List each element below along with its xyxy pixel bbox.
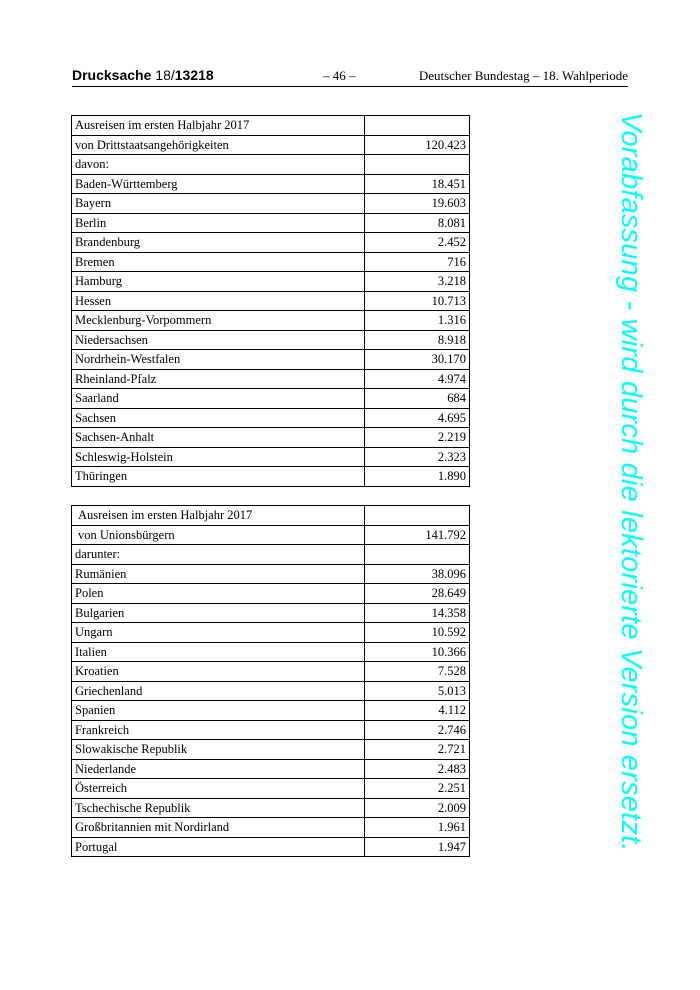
row-label: Italien (72, 642, 365, 662)
row-label: Slowakische Republik (72, 740, 365, 760)
row-label: Bulgarien (72, 603, 365, 623)
table-row (72, 779, 470, 799)
row-value: 28.649 (365, 584, 470, 604)
table-row (72, 701, 470, 721)
row-value: 18.451 (365, 174, 470, 194)
table-total-value: 120.423 (365, 135, 470, 155)
table-row (72, 447, 470, 467)
table-total-value: 141.792 (365, 525, 470, 545)
table-row (72, 369, 470, 389)
row-value: 10.366 (365, 642, 470, 662)
table-sublabel: darunter: (72, 545, 365, 565)
page-header (72, 66, 628, 87)
table-row (72, 564, 470, 584)
row-label: Rheinland-Pfalz (72, 369, 365, 389)
row-value: 4.695 (365, 408, 470, 428)
document-number-value: 13218 (174, 67, 214, 83)
row-value: 2.721 (365, 740, 470, 760)
row-label: Tschechische Republik (72, 798, 365, 818)
row-value: 1.961 (365, 818, 470, 838)
row-label: Niedersachsen (72, 330, 365, 350)
row-label: Nordrhein-Westfalen (72, 350, 365, 370)
table-row (72, 584, 470, 604)
row-value: 2.219 (365, 428, 470, 448)
table-row (72, 720, 470, 740)
table-sublabel-row (72, 545, 470, 565)
table-row (72, 233, 470, 253)
table-title: Ausreisen im ersten Halbjahr 2017 (72, 116, 365, 136)
row-value: 8.918 (365, 330, 470, 350)
table-row (72, 389, 470, 409)
row-label: Hessen (72, 291, 365, 311)
row-value: 3.218 (365, 272, 470, 292)
table-row (72, 428, 470, 448)
table-unionsbuerger (71, 505, 470, 857)
document-number (72, 67, 214, 83)
table-row (72, 642, 470, 662)
table-row (72, 291, 470, 311)
table-row (72, 272, 470, 292)
document-label: Drucksache (72, 67, 152, 83)
row-label: Berlin (72, 213, 365, 233)
row-value: 14.358 (365, 603, 470, 623)
table-subtitle: von Drittstaatsangehörigkeiten (72, 135, 365, 155)
row-label: Griechenland (72, 681, 365, 701)
row-value: 30.170 (365, 350, 470, 370)
table-row (72, 213, 470, 233)
row-label: Polen (72, 584, 365, 604)
table-row (72, 194, 470, 214)
row-label: Portugal (72, 837, 365, 857)
document-number-prefix: 18/ (155, 67, 175, 83)
table-row (72, 252, 470, 272)
row-value: 2.323 (365, 447, 470, 467)
table-subtitle: von Unionsbürgern (72, 525, 365, 545)
table-row (72, 350, 470, 370)
table-row (72, 174, 470, 194)
table-row (72, 330, 470, 350)
row-label: Hamburg (72, 272, 365, 292)
row-label: Saarland (72, 389, 365, 409)
row-label: Großbritannien mit Nordirland (72, 818, 365, 838)
row-value: 1.947 (365, 837, 470, 857)
row-value: 2.452 (365, 233, 470, 253)
row-value: 5.013 (365, 681, 470, 701)
table-sublabel-row (72, 155, 470, 175)
row-label: Baden-Württemberg (72, 174, 365, 194)
table-total-row (72, 135, 470, 155)
table-drittstaatsangehoerige (71, 115, 470, 487)
row-label: Niederlande (72, 759, 365, 779)
row-value: 7.528 (365, 662, 470, 682)
row-label: Bayern (72, 194, 365, 214)
row-value: 684 (365, 389, 470, 409)
row-value: 10.713 (365, 291, 470, 311)
row-value: 8.081 (365, 213, 470, 233)
table-row (72, 623, 470, 643)
row-label: Mecklenburg-Vorpommern (72, 311, 365, 331)
watermark-text: Vorabfassung - wird durch die lektorierte Version ersetzt. (615, 112, 647, 852)
row-value: 4.974 (365, 369, 470, 389)
table-row (72, 759, 470, 779)
row-value: 19.603 (365, 194, 470, 214)
row-value: 2.483 (365, 759, 470, 779)
row-label: Österreich (72, 779, 365, 799)
row-label: Sachsen (72, 408, 365, 428)
row-label: Bremen (72, 252, 365, 272)
row-label: Frankreich (72, 720, 365, 740)
table-row (72, 681, 470, 701)
table-total-row (72, 525, 470, 545)
row-label: Sachsen-Anhalt (72, 428, 365, 448)
row-value: 38.096 (365, 564, 470, 584)
table-row (72, 603, 470, 623)
row-value: 1.890 (365, 467, 470, 487)
row-value: 4.112 (365, 701, 470, 721)
row-value: 2.251 (365, 779, 470, 799)
row-label: Kroatien (72, 662, 365, 682)
row-label: Ungarn (72, 623, 365, 643)
table-row (72, 467, 470, 487)
table-title: Ausreisen im ersten Halbjahr 2017 (72, 506, 365, 526)
table-row (72, 408, 470, 428)
table-row (72, 740, 470, 760)
table-row (72, 837, 470, 857)
page-number: – 46 – (323, 68, 356, 83)
table-title-row (72, 506, 470, 526)
table-row (72, 798, 470, 818)
publisher: Deutscher Bundestag – 18. Wahlperiode (418, 68, 628, 83)
row-label: Thüringen (72, 467, 365, 487)
table-row (72, 662, 470, 682)
row-label: Rumänien (72, 564, 365, 584)
row-label: Spanien (72, 701, 365, 721)
row-value: 1.316 (365, 311, 470, 331)
row-value: 10.592 (365, 623, 470, 643)
table-sublabel: davon: (72, 155, 365, 175)
row-value: 2.009 (365, 798, 470, 818)
table-row (72, 818, 470, 838)
row-label: Brandenburg (72, 233, 365, 253)
row-label: Schleswig-Holstein (72, 447, 365, 467)
table-row (72, 311, 470, 331)
table-title-row (72, 116, 470, 136)
row-value: 716 (365, 252, 470, 272)
row-value: 2.746 (365, 720, 470, 740)
